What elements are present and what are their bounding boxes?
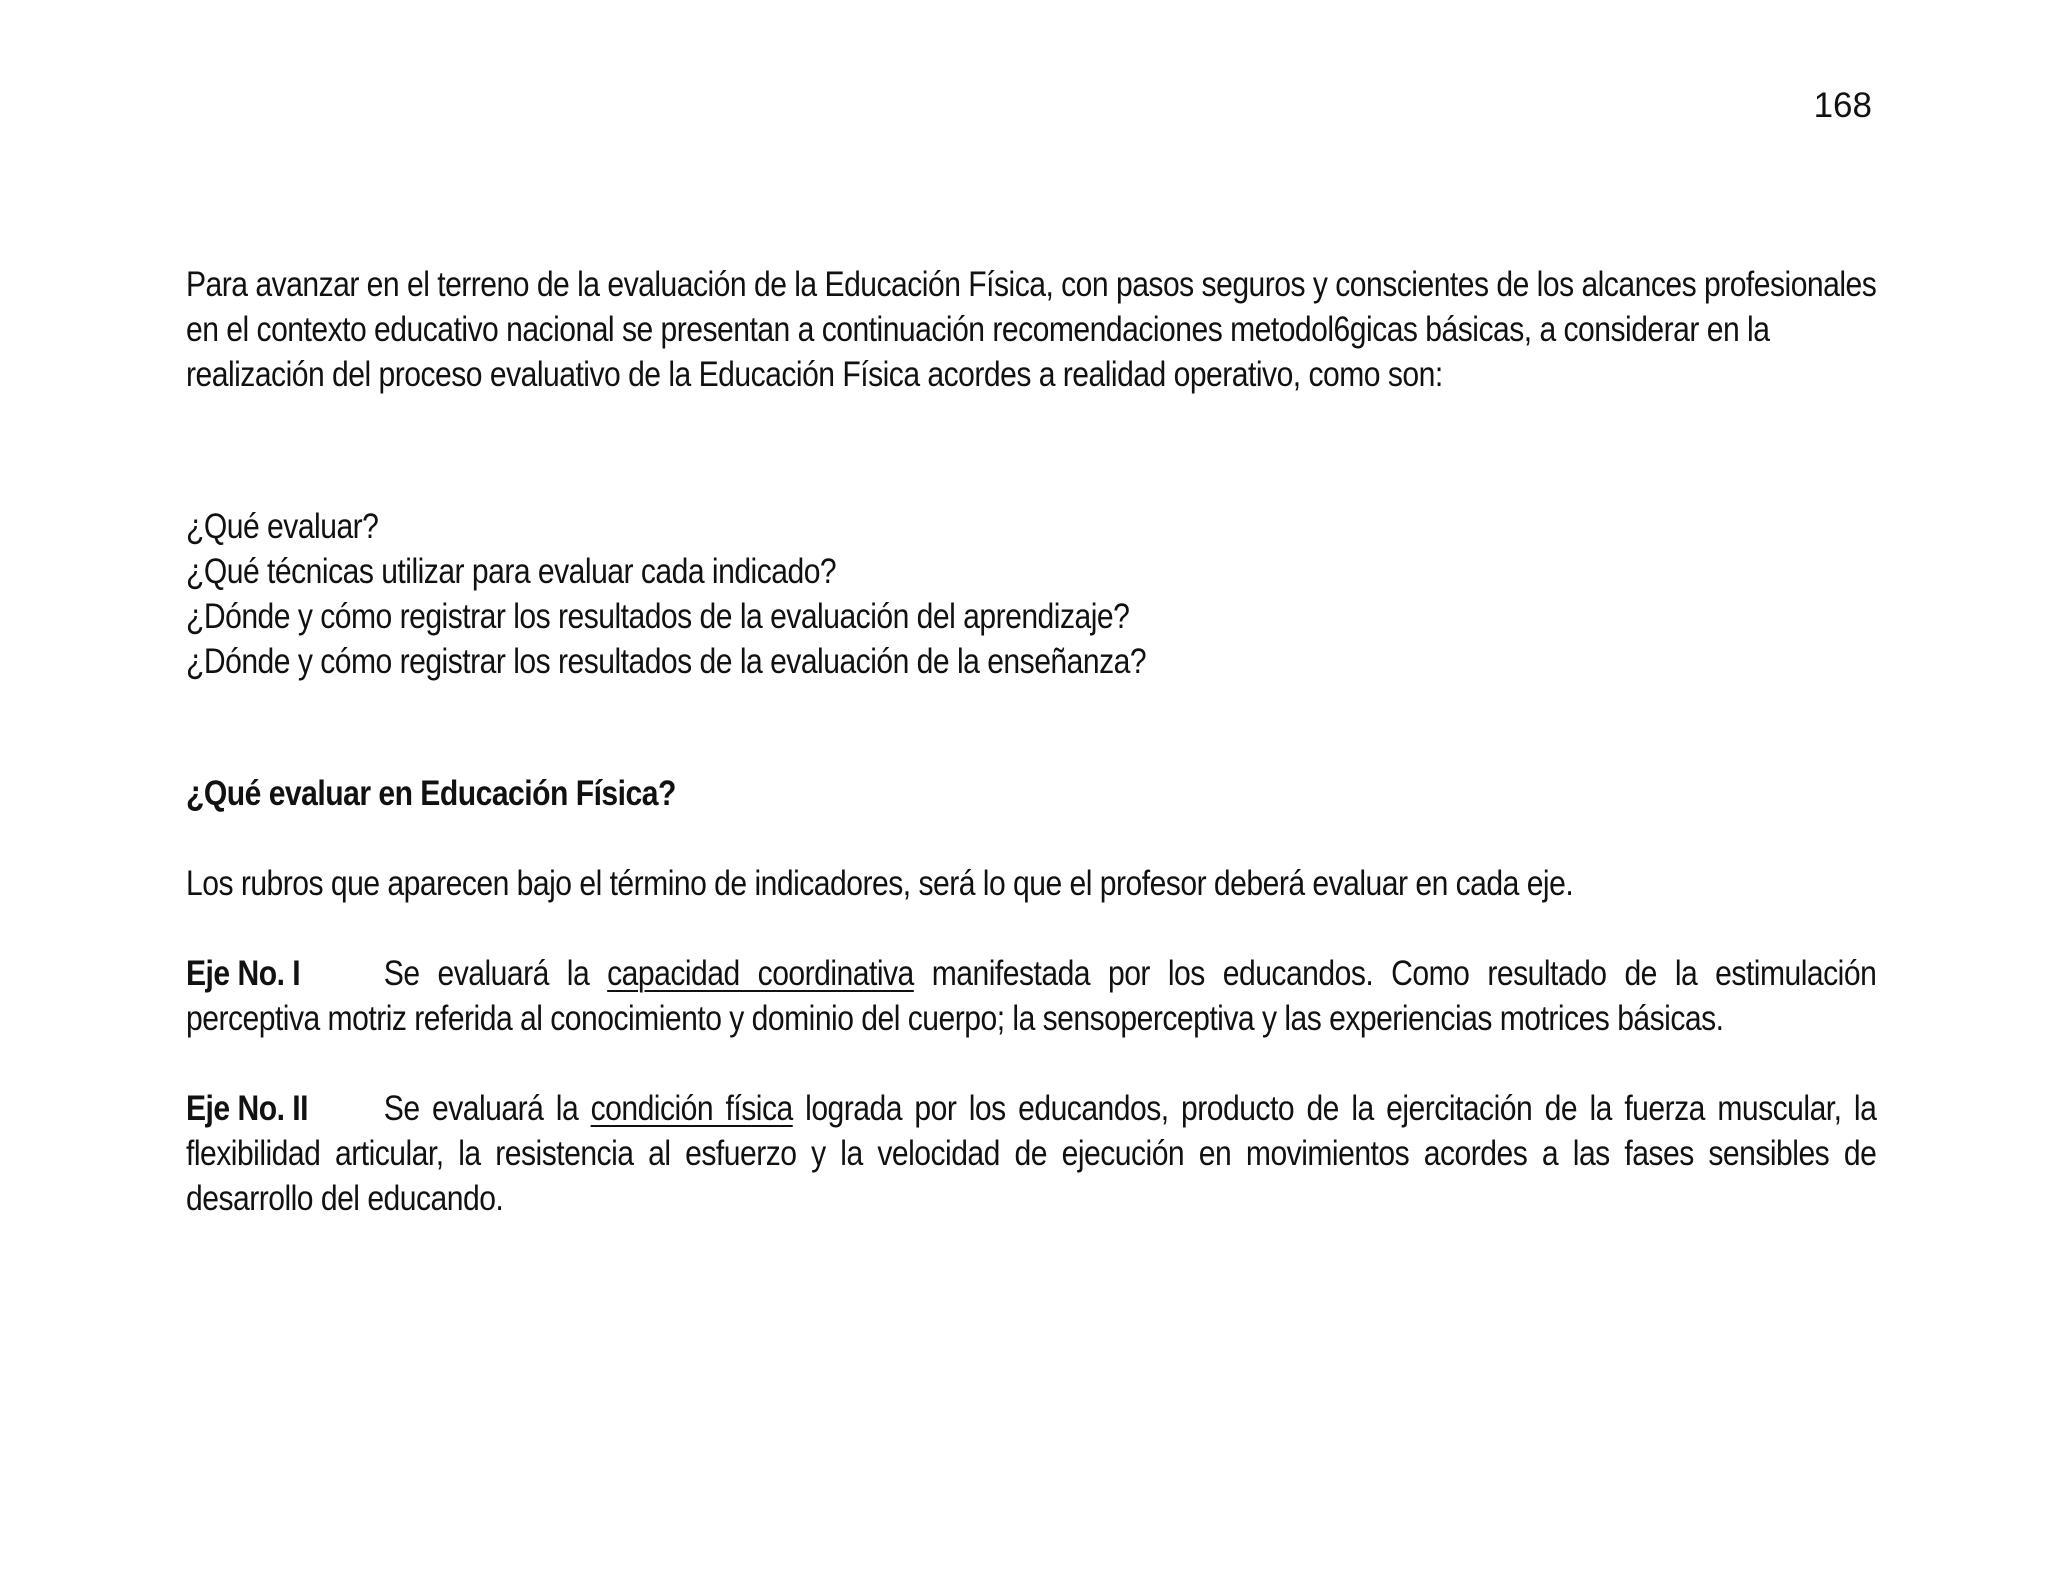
question-item: ¿Qué evaluar? [186,507,379,546]
eje-1-text-before: Se evaluará la [383,954,608,993]
eje-2-underlined-term: condición física [590,1089,793,1128]
eje-2-paragraph [186,1086,1876,1221]
eje-1-paragraph [186,951,1876,1041]
section-heading: ¿Qué evaluar en Educación Física? [186,774,676,813]
eje-1-underlined-term: capacidad coordinativa [607,954,914,993]
question-item: ¿Qué técnicas utilizar para evaluar cada indicado? [186,552,837,591]
text-column [186,262,1876,1221]
question-list [186,504,1876,684]
rubros-paragraph: Los rubros que aparecen bajo el término de indicadores, será lo que el profesor deberá evaluar en cada eje. [186,864,1574,903]
eje-2-text-before: Se evaluará la [383,1089,591,1128]
eje-2-label: Eje No. II [186,1089,308,1128]
page-number: 168 [1813,86,1872,125]
intro-paragraph: Para avanzar en el terreno de la evaluación de la Educación Física, con pasos seguros y conscientes de los alcances profesionales en el contexto educativo nacional se presentan a continuación recomendaciones metodol6gicas básicas, a considerar en la realización del proceso evaluativo de la Educación Física acordes a realidad operativo, como son: [186,265,1877,394]
question-item: ¿Dónde y cómo registrar los resultados de la evaluación del aprendizaje? [186,597,1130,636]
eje-1-label: Eje No. I [186,954,301,993]
question-item: ¿Dónde y cómo registrar los resultados de la evaluación de la enseñanza? [186,642,1147,681]
eje-2-text-after: lograda por los educandos, producto de la ejercitación de la fuerza muscular, la flexibilidad articular, la resistencia al esfuerzo y la velocidad de ejecución en movimientos acordes a las fases sensibles de desarrollo del educando. [186,1089,1877,1218]
page-content [186,262,1876,1221]
eje-1-text-after: manifestada por los educandos. Como resultado de la estimulación perceptiva motriz referida al conocimiento y dominio del cuerpo; la sensoperceptiva y las experiencias motrices básicas. [186,954,1877,1038]
